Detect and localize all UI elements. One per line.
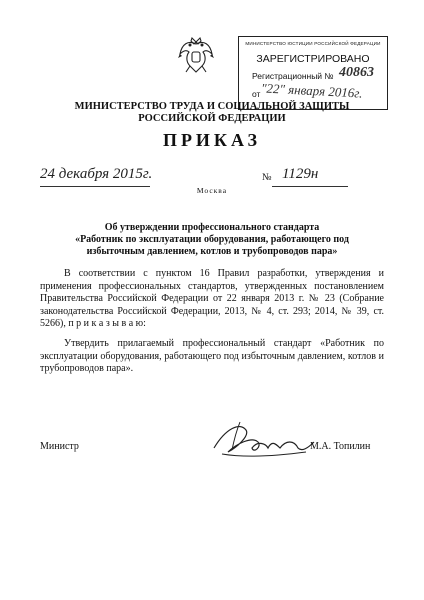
order-subject — [60, 222, 364, 258]
number-sign: № — [262, 172, 272, 183]
signatory-name: М.А. Топилин — [310, 441, 371, 452]
stamp-reg-label: Регистрационный № — [252, 71, 334, 81]
body-paragraph-2: Утвердить прилагаемый профессиональный стандарт «Работник по эксплуатации оборудования, работающего под избыточным давлением, котлов и трубопроводов пара». — [40, 338, 384, 374]
coat-of-arms-icon — [178, 36, 214, 76]
order-date: 24 декабря 2015г. — [40, 166, 153, 182]
subject-line2: «Работник по эксплуатации оборудования, работающего под — [75, 234, 349, 245]
ministry-heading — [60, 101, 364, 125]
subject-line3: избыточным давлением, котлов и трубопроводов пара» — [86, 246, 338, 257]
ministry-line2: РОССИЙСКОЙ ФЕДЕРАЦИИ — [138, 113, 286, 124]
registration-stamp — [238, 36, 388, 110]
stamp-header: МИНИСТЕРСТВО ЮСТИЦИИ РОССИЙСКОЙ ФЕДЕРАЦИИ — [245, 41, 381, 46]
subject-line1: Об утверждении профессионального стандарта — [104, 222, 320, 233]
city: Москва — [196, 186, 228, 195]
signatory-title: Министр — [40, 441, 79, 452]
stamp-reg-number: 40863 — [339, 65, 374, 80]
document-type: ПРИКАЗ — [162, 130, 262, 150]
stamp-date-label: от — [252, 89, 261, 99]
body-paragraph-1: В соответствии с пунктом 16 Правил разработки, утверждения и применения профессиональных стандартов, утвержденных постановлением Правительства Российской Федерации от 22 января 2013 г. № 23 (Собрание законодательства Российской Федерации, 2013, № 4, ст. 293; 2014, № 39, ст. 5266), п р и к а з ы в а ю: — [40, 268, 384, 329]
stamp-title: ЗАРЕГИСТРИРОВАНО — [256, 53, 370, 65]
handwritten-signature — [206, 418, 316, 464]
stamp-date-value: "22" января 2016г. — [260, 80, 363, 101]
ministry-line1: МИНИСТЕРСТВО ТРУДА И СОЦИАЛЬНОЙ ЗАЩИТЫ — [74, 101, 350, 112]
order-number: 1129н — [282, 166, 319, 182]
